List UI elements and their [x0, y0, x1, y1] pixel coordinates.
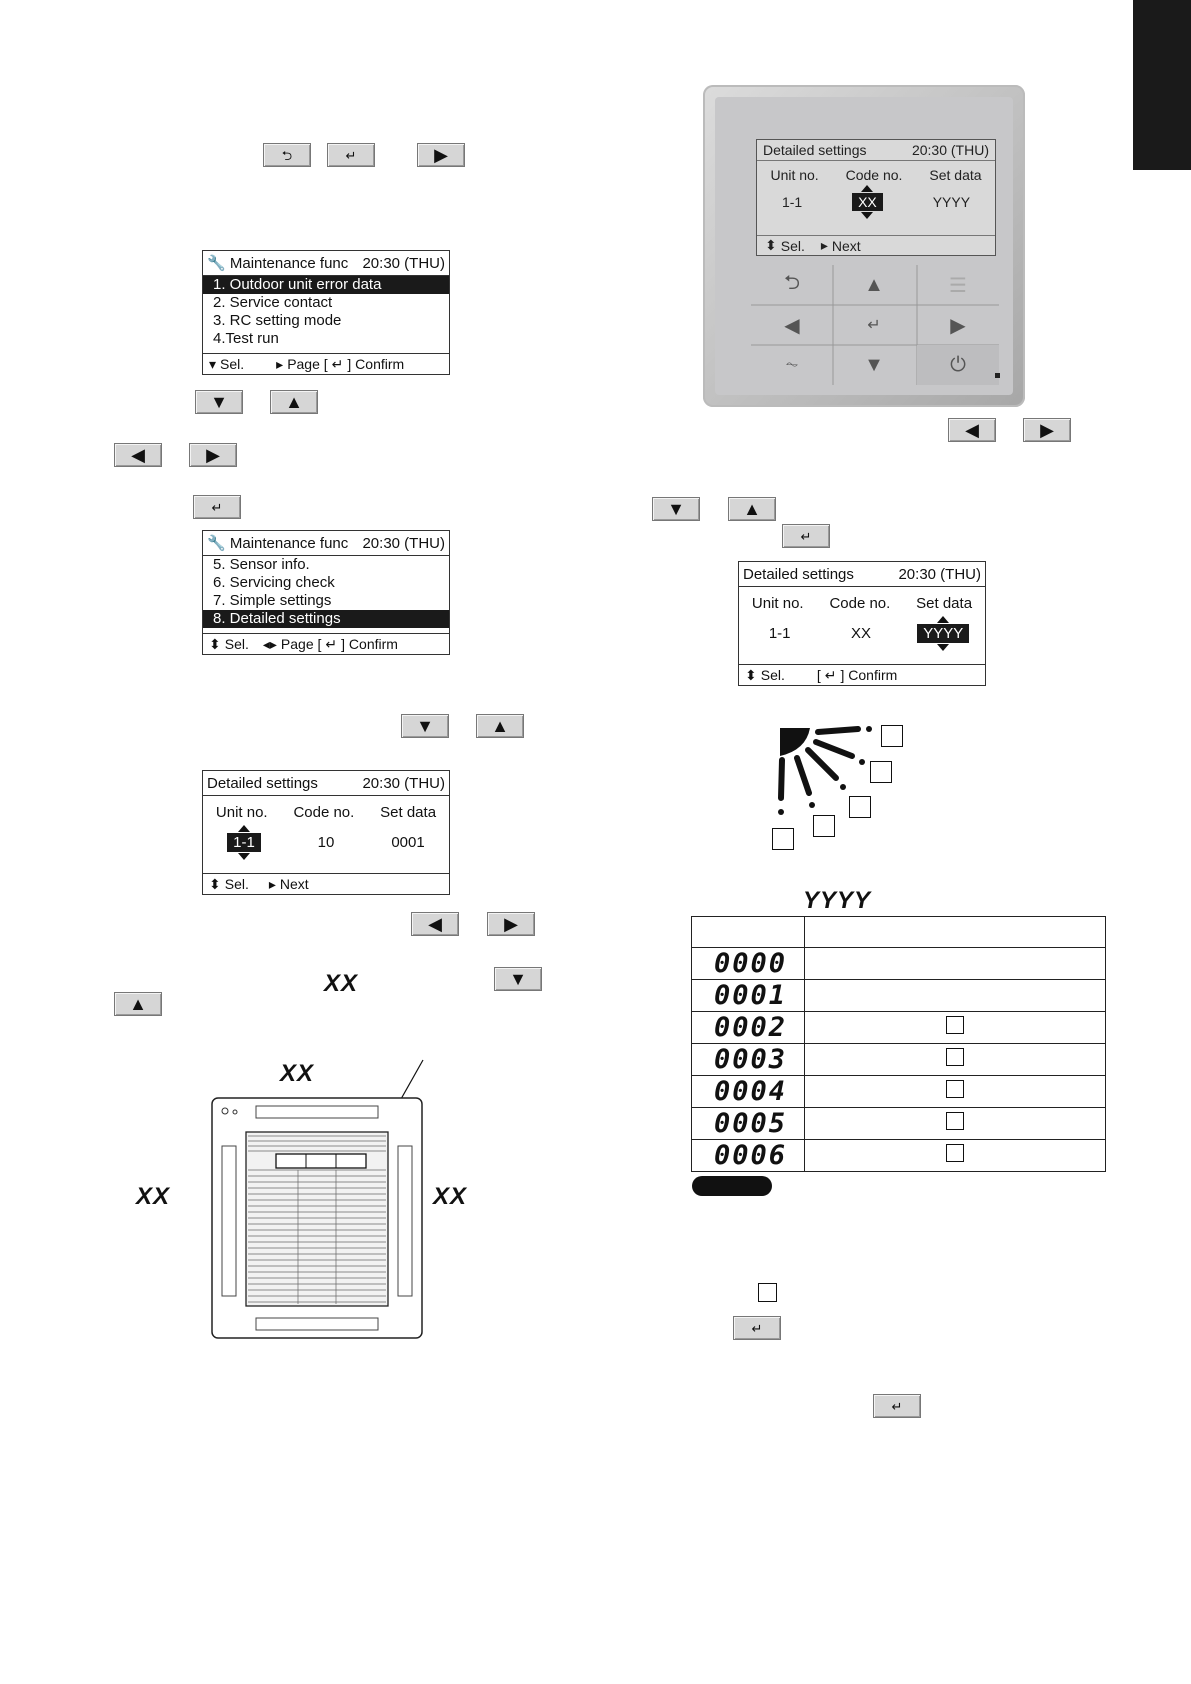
footer-sel: Sel.: [224, 876, 249, 892]
remote-down-button[interactable]: ▼: [864, 353, 884, 376]
unit-value: 1-1: [781, 194, 803, 210]
next-arrow-icon: ▸: [268, 875, 276, 892]
updown-icon: ⬍: [745, 666, 757, 683]
table-row: [692, 1108, 1106, 1140]
xx-label-left: XX: [136, 1183, 171, 1210]
menu-item[interactable]: 5. Sensor info.: [213, 556, 310, 573]
remote-enter-button[interactable]: ↵: [867, 317, 881, 334]
right-key[interactable]: ▶: [487, 912, 535, 936]
remote-controller: [703, 85, 1025, 407]
updown-icon: ⬍: [209, 875, 221, 892]
code-cell: 0002: [692, 1012, 805, 1044]
enter-key[interactable]: ↵: [782, 524, 830, 548]
col-unit: Unit no.: [770, 167, 819, 183]
xx-label: XX: [324, 970, 359, 997]
note-badge: [692, 1176, 772, 1196]
maintenance-screen-2: [202, 530, 450, 655]
codes-table: [691, 916, 1106, 1172]
down-small-icon: ▾: [209, 355, 217, 372]
menu-item[interactable]: 7. Simple settings: [213, 592, 332, 609]
footer-sel: Sel.: [760, 667, 785, 683]
updown-icon: ⬍: [765, 237, 777, 253]
remote-screen: [756, 139, 996, 256]
code-cell: 0004: [692, 1076, 805, 1108]
code-value: XX: [852, 193, 883, 211]
side-tab: [1133, 0, 1191, 170]
menu-item[interactable]: 8. Detailed settings: [203, 610, 449, 628]
clock: 20:30 (THU): [362, 774, 445, 792]
footer-sel: Sel.: [220, 356, 245, 372]
footer-confirm: ] Confirm: [341, 636, 398, 652]
updown-icon: ⬍: [209, 635, 221, 652]
remote-back-button[interactable]: ⮌: [783, 272, 801, 294]
detailed-settings-screen-1: [202, 770, 450, 895]
position-box-3: [849, 796, 871, 818]
code-value: XX: [850, 625, 871, 642]
footer-next: Next: [831, 237, 861, 254]
xx-label-right: XX: [433, 1183, 468, 1210]
checkbox[interactable]: [946, 1080, 964, 1098]
xx-label-top: XX: [280, 1060, 315, 1087]
unit-value: 1-1: [768, 625, 791, 642]
remote-left-button[interactable]: ◀: [784, 314, 800, 337]
checkbox[interactable]: [946, 1112, 964, 1130]
code-value: 10: [317, 834, 335, 851]
down-indicator-icon: [861, 212, 873, 219]
wrench-icon: 🔧 Maintenance func: [207, 255, 349, 272]
col-code: Code no.: [829, 595, 891, 612]
col-set: Set data: [929, 167, 982, 183]
col-unit: Unit no.: [215, 804, 268, 821]
col-unit: Unit no.: [751, 595, 804, 612]
clock: 20:30 (THU): [362, 534, 445, 552]
footer-sel: Sel.: [224, 636, 249, 652]
code-cell: 0006: [692, 1140, 805, 1172]
clock: 20:30 (THU): [362, 254, 445, 272]
footer-confirm: ] Confirm: [347, 356, 405, 372]
code-cell: 0001: [692, 980, 805, 1012]
unit-value[interactable]: 1-1: [227, 833, 261, 852]
remote-power-button[interactable]: ⏻: [917, 345, 999, 385]
code-cell: 0000: [692, 948, 805, 980]
checkbox[interactable]: [946, 1048, 964, 1066]
table-row: [692, 1044, 1106, 1076]
up-key[interactable]: ▲: [114, 992, 162, 1016]
table-row: [692, 1012, 1106, 1044]
enter-small-icon: ↵: [331, 355, 344, 372]
wrench-icon: 🔧 Maintenance func: [207, 535, 349, 552]
detailed-settings-screen-2: Detailed settings 20:30 (THU) Unit no. Code no. Set data 1-1 XX YYYY ⬍ Sel. [ ↵ ] Confirm: [738, 561, 986, 686]
table-row: [692, 1076, 1106, 1108]
position-box-4: [813, 815, 835, 837]
down-key[interactable]: ▼: [401, 714, 449, 738]
maintenance-screen-1: [202, 250, 450, 375]
menu-item[interactable]: 6. Servicing check: [213, 574, 335, 591]
enter-key[interactable]: ↵: [873, 1394, 921, 1418]
left-key[interactable]: ◀: [411, 912, 459, 936]
yyyy-label: YYYY: [803, 887, 872, 914]
down-indicator-icon: [238, 853, 250, 860]
col-code: Code no.: [845, 167, 903, 183]
screen-title: Detailed settings: [763, 142, 867, 158]
screen-title: Detailed settings: [743, 565, 854, 583]
footer-page: Page [: [287, 356, 328, 372]
set-value: 0001: [391, 834, 425, 851]
checkbox[interactable]: [946, 1016, 964, 1034]
menu-item[interactable]: 3. RC setting mode: [213, 312, 342, 329]
up-key[interactable]: ▲: [270, 390, 318, 414]
table-row: [692, 980, 1106, 1012]
enter-small-icon: ↵: [824, 666, 837, 683]
up-indicator-icon: [861, 185, 873, 192]
down-key[interactable]: ▼: [652, 497, 700, 521]
down-key[interactable]: ▼: [195, 390, 243, 414]
col-set: Set data: [916, 595, 973, 612]
down-key[interactable]: ▼: [494, 967, 542, 991]
footer-sel: Sel.: [780, 237, 805, 254]
right-key[interactable]: ▶: [1023, 418, 1071, 442]
enter-small-icon: ↵: [325, 635, 338, 652]
down-indicator-icon: [937, 644, 949, 651]
page-arrow-icon: ▸: [276, 355, 284, 372]
footer-next: Next: [279, 876, 309, 892]
up-key[interactable]: ▲: [728, 497, 776, 521]
footer-confirm: ] Confirm: [840, 667, 898, 683]
code-cell: 0003: [692, 1044, 805, 1076]
cassette-unit-drawing: [208, 1050, 428, 1340]
col-set: Set data: [380, 804, 437, 821]
enter-key[interactable]: ↵: [193, 495, 241, 519]
position-box-5: [772, 828, 794, 850]
table-row: [692, 948, 1106, 980]
up-indicator-icon: [238, 825, 250, 832]
screen-title: Detailed settings: [207, 774, 318, 792]
clock: 20:30 (THU): [911, 142, 989, 158]
right-key[interactable]: ▶: [417, 143, 465, 167]
remote-menu-button[interactable]: ☰: [949, 274, 967, 297]
col-code: Code no.: [293, 804, 355, 821]
code-cell: 0005: [692, 1108, 805, 1140]
leftright-icon: ◂▸: [262, 635, 277, 652]
back-key[interactable]: ⮌: [263, 143, 311, 167]
next-arrow-icon: ▸: [820, 237, 828, 253]
remote-right-button[interactable]: ▶: [950, 314, 966, 337]
up-key[interactable]: ▲: [476, 714, 524, 738]
checkbox[interactable]: [946, 1144, 964, 1162]
remote-up-button[interactable]: ▲: [864, 273, 884, 296]
table-row: [692, 1140, 1106, 1172]
set-value[interactable]: YYYY: [917, 624, 969, 643]
remote-led: [995, 373, 1000, 378]
menu-item[interactable]: 4.Test run: [213, 330, 279, 347]
enter-key[interactable]: ↵: [733, 1316, 781, 1340]
menu-item[interactable]: 1. Outdoor unit error data: [203, 276, 449, 294]
set-value: YYYY: [932, 194, 971, 210]
enter-key[interactable]: ↵: [327, 143, 375, 167]
left-key[interactable]: ◀: [114, 443, 162, 467]
clock: 20:30 (THU): [898, 565, 981, 583]
position-box-1: [881, 725, 903, 747]
menu-item[interactable]: 2. Service contact: [213, 294, 333, 311]
remote-button-grid: [751, 265, 999, 385]
position-box-2: [870, 761, 892, 783]
right-key[interactable]: ▶: [189, 443, 237, 467]
remote-mode-button[interactable]: ⏦: [785, 356, 799, 373]
up-indicator-icon: [937, 616, 949, 623]
table-row: [692, 917, 1106, 948]
footer-page: Page [: [280, 636, 322, 652]
note-box: [758, 1283, 777, 1302]
left-key[interactable]: ◀: [948, 418, 996, 442]
